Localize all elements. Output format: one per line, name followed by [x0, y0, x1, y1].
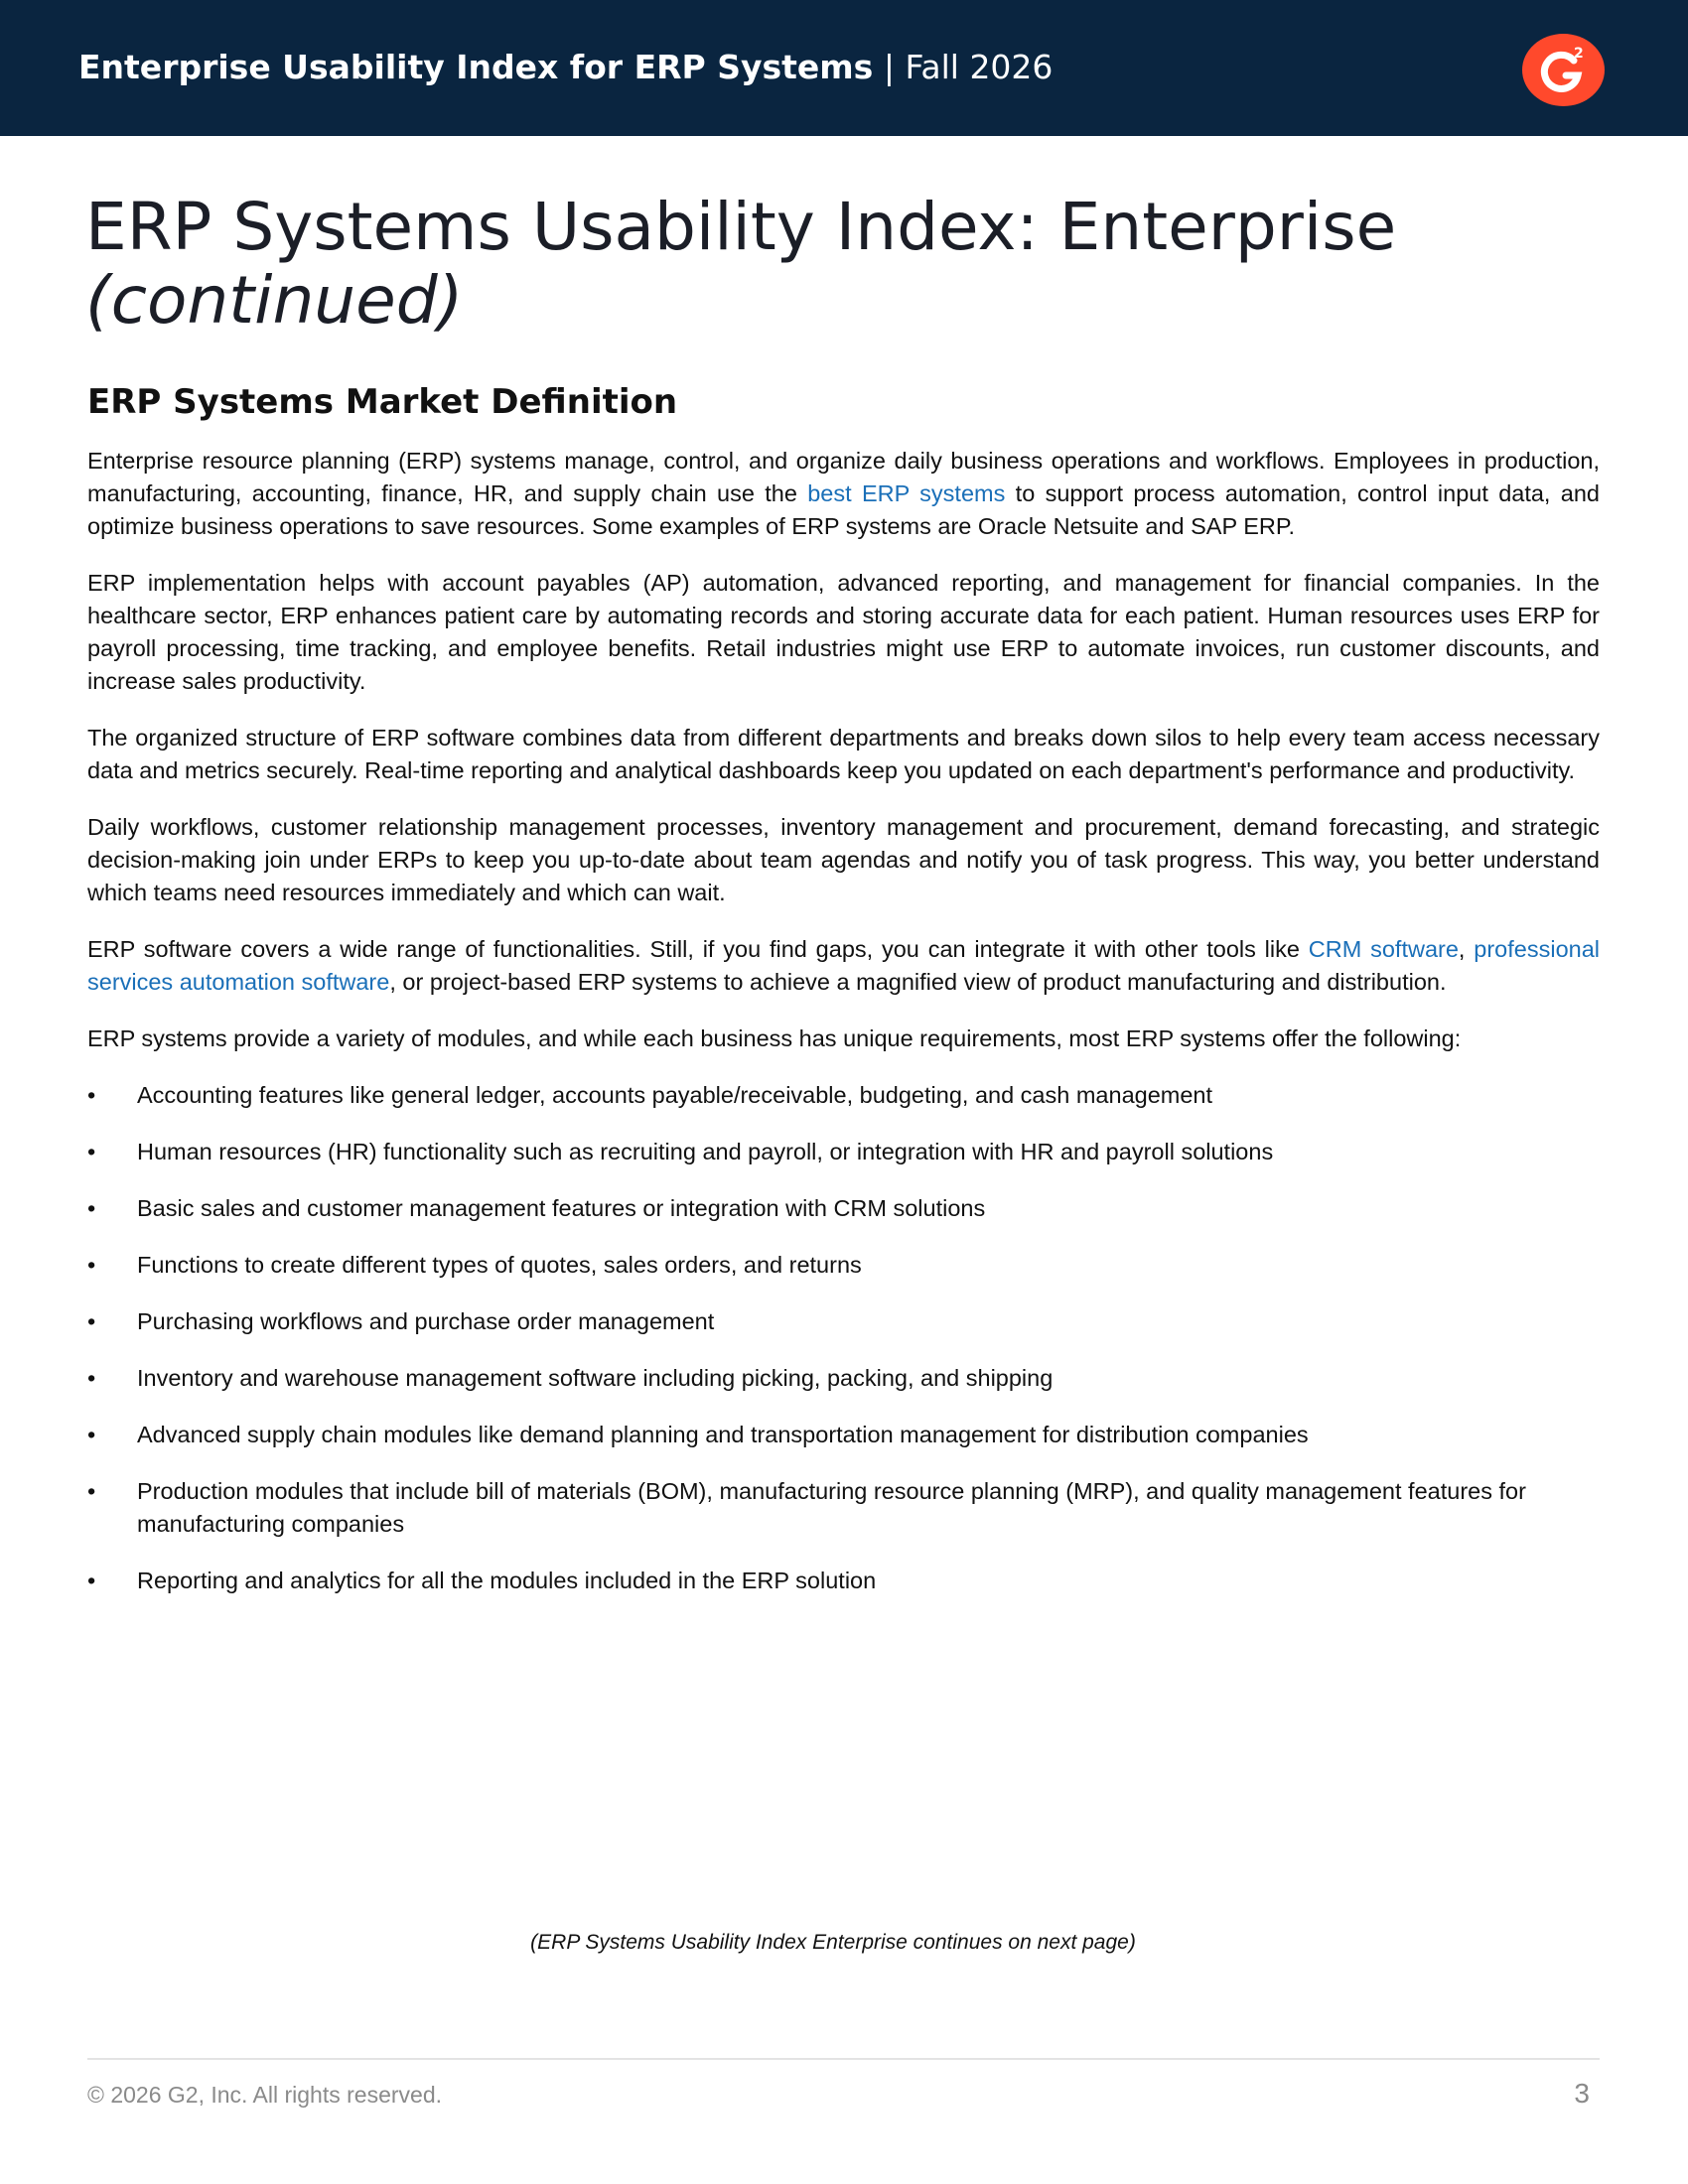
continues-note: (ERP Systems Usability Index Enterprise continues on next page) [530, 1931, 1136, 1954]
paragraph-5-comma: , [1458, 936, 1466, 962]
list-item [87, 1565, 1600, 1597]
paragraph-5 [87, 933, 1600, 999]
bullet-icon: • [87, 1568, 96, 1593]
page-title-main: ERP Systems Usability Index: Enterprise [85, 189, 1397, 265]
list-item-text: Production modules that include bill of materials (BOM), manufacturing resource planning (MRP), and quality management features for manufacturing companies [137, 1478, 1526, 1537]
page-number: 3 [1574, 2078, 1590, 2109]
footer-divider [87, 2058, 1600, 2060]
paragraph-4: Daily workflows, customer relationship management processes, inventory management and procurement, demand forecasting, and strategic decision-making join under ERPs to keep you up-to-date about team agendas and notify you of task progress. This way, you better understand which teams need resources immediately and which can wait. [87, 814, 1600, 905]
bullet-icon: • [87, 1139, 96, 1164]
section-heading: ERP Systems Market Definition [87, 382, 678, 422]
list-item [87, 1249, 1600, 1282]
bullet-icon: • [87, 1252, 96, 1278]
list-item [87, 1136, 1600, 1168]
header-bar [0, 0, 1688, 136]
bullet-icon: • [87, 1082, 96, 1108]
paragraph-1-text-b: to support process automation, control input data, and optimize business operations to save resources. Some examples of ERP systems are Oracle Netsuite and SAP ERP. [87, 480, 1600, 539]
list-item [87, 1475, 1600, 1541]
page-title [85, 191, 1595, 338]
list-item [87, 1362, 1600, 1395]
bullet-icon: • [87, 1478, 96, 1504]
report-edition: Fall 2026 [905, 48, 1054, 86]
paragraph-1 [87, 445, 1600, 543]
list-item-text: Purchasing workflows and purchase order management [137, 1308, 715, 1334]
paragraph-6: ERP systems provide a variety of modules, and while each business has unique requirements, most ERP systems offer the following: [87, 1025, 1462, 1051]
list-item-text: Functions to create different types of quotes, sales orders, and returns [137, 1252, 862, 1278]
list-item-text: Reporting and analytics for all the modules included in the ERP solution [137, 1568, 877, 1593]
list-item-text: Basic sales and customer management features or integration with CRM solutions [137, 1195, 986, 1221]
copyright: © 2026 G2, Inc. All rights reserved. [87, 2082, 443, 2108]
body-content [87, 445, 1600, 1621]
paragraph-1-text-a: Enterprise resource planning (ERP) systems manage, control, and organize daily business operations and workflows. Employees in production, manufacturing, accounting, finance, HR, and supply chain use the [87, 448, 1600, 506]
paragraph-3: The organized structure of ERP software combines data from different departments and breaks down silos to help every team access necessary data and metrics securely. Real-time reporting and analytical dashboards keep you updated on each department's performance and productivity. [87, 725, 1600, 783]
list-item [87, 1305, 1600, 1338]
list-item [87, 1079, 1600, 1112]
list-item [87, 1419, 1600, 1451]
best-erp-systems-link[interactable]: best ERP systems [807, 480, 1006, 506]
report-title [78, 48, 1053, 86]
paragraph-2: ERP implementation helps with account payables (AP) automation, advanced reporting, and management for financial companies. In the healthcare sector, ERP enhances patient care by automating records and storing accurate data for each patient. Human resources uses ERP for payroll processing, time tracking, and employee benefits. Retail industries might use ERP to automate invoices, run customer discounts, and increase sales productivity. [87, 570, 1600, 694]
list-item-text: Human resources (HR) functionality such as recruiting and payroll, or integration with HR and payroll solutions [137, 1139, 1274, 1164]
title-separator: | [883, 48, 895, 86]
report-name: Enterprise Usability Index for ERP Systems [78, 48, 874, 86]
psa-software-link[interactable]: professional services automation software [87, 936, 1600, 995]
bullet-icon: • [87, 1365, 96, 1391]
crm-software-link[interactable]: CRM software [1308, 936, 1459, 962]
list-item-text: Accounting features like general ledger, accounts payable/receivable, budgeting, and cash management [137, 1082, 1213, 1108]
g2-logo-icon [1522, 34, 1605, 106]
paragraph-5-text-b: , or project-based ERP systems to achieve a magnified view of product manufacturing and distribution. [389, 969, 1447, 995]
bullet-icon: • [87, 1195, 96, 1221]
list-item-text: Advanced supply chain modules like demand planning and transportation management for distribution companies [137, 1422, 1309, 1447]
module-list [87, 1079, 1600, 1597]
list-item-text: Inventory and warehouse management software including picking, packing, and shipping [137, 1365, 1054, 1391]
bullet-icon: • [87, 1308, 96, 1334]
paragraph-5-text-a: ERP software covers a wide range of functionalities. Still, if you find gaps, you can integrate it with other tools like [87, 936, 1309, 962]
svg-text:2: 2 [1574, 46, 1584, 62]
list-item [87, 1192, 1600, 1225]
bullet-icon: • [87, 1422, 96, 1447]
page-title-continued: (continued) [85, 262, 464, 339]
